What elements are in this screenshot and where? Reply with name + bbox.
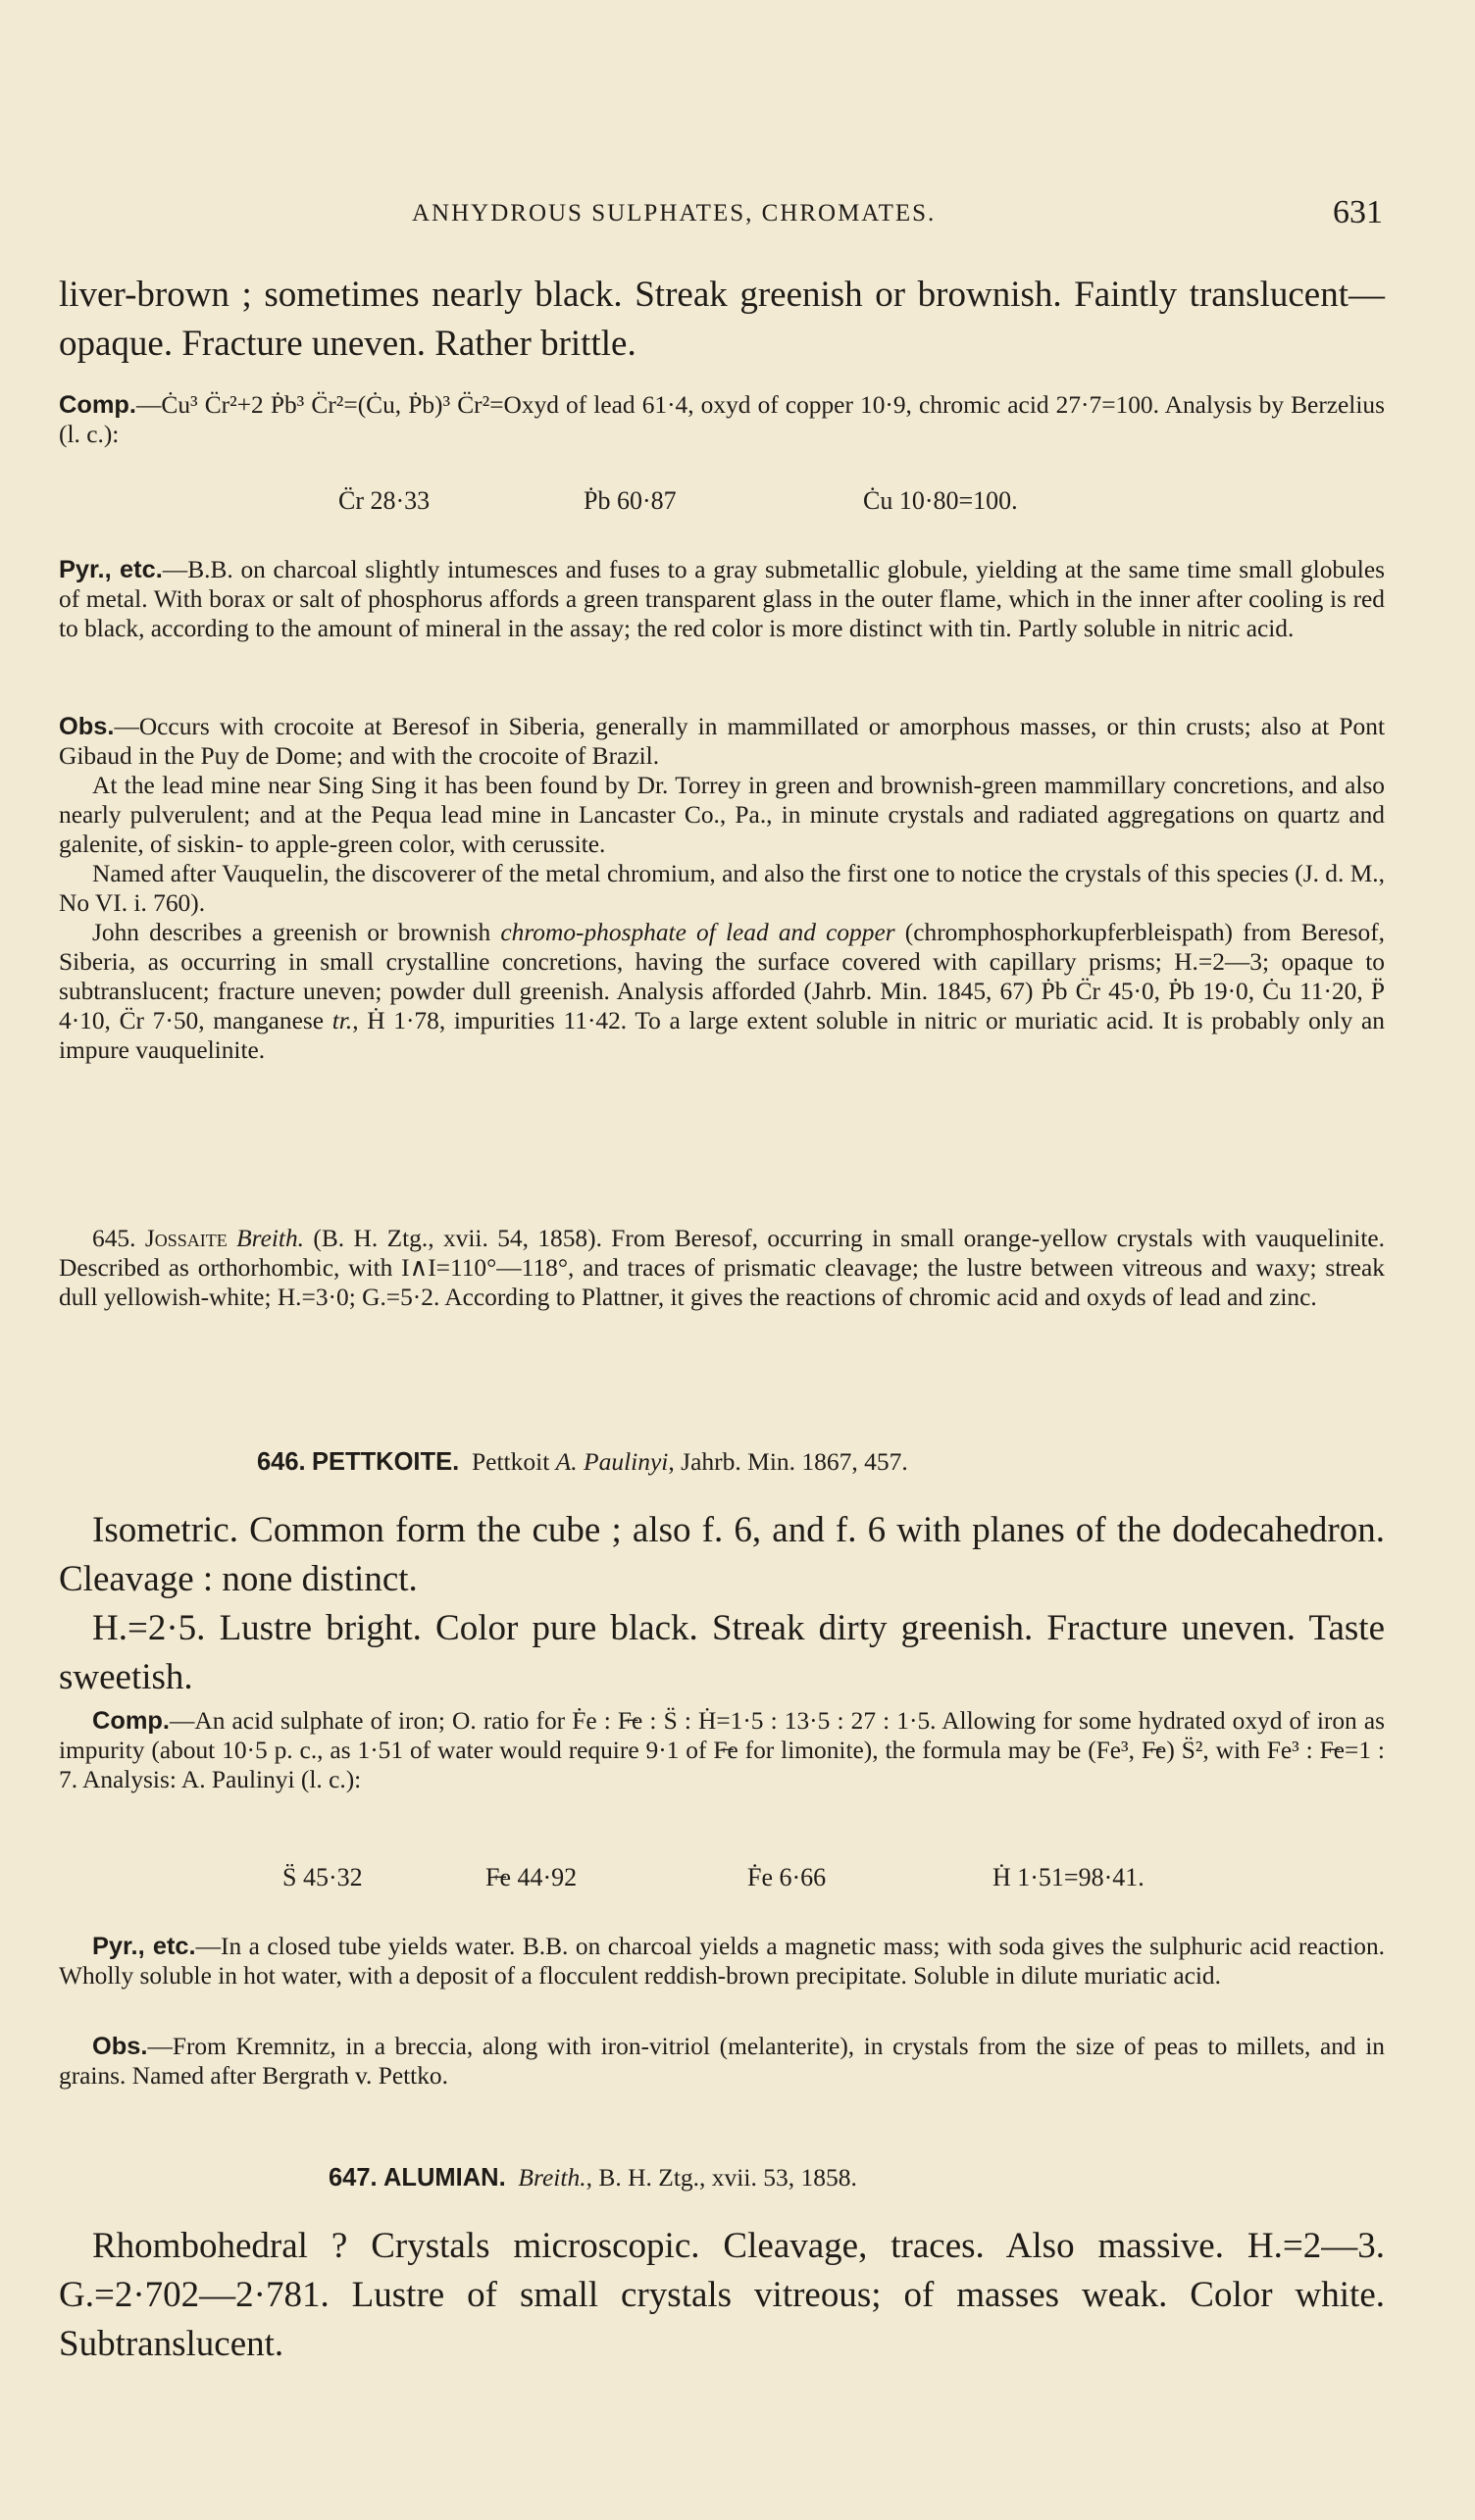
pyr-label: Pyr., etc. xyxy=(59,556,163,583)
vauquelinite-composition xyxy=(59,390,1385,449)
comp-text: —Ċu³ C̈r²+2 Ṗb³ C̈r²=(Ċu, Ṗb)³ C̈r²=Oxyd of lead 61·4, oxyd of copper 10·9, chromic acid 27·7=100. Analysis by Berzelius (l. c.): xyxy=(59,391,1385,448)
pettkoite-composition xyxy=(59,1706,1385,1794)
analysis-value: Ṗb 60·87 xyxy=(584,486,677,515)
comp-label: Comp. xyxy=(92,1707,170,1735)
entry-name: Jossaite xyxy=(144,1225,228,1252)
obs-paragraph xyxy=(59,712,1385,771)
heading-name: ALUMIAN. xyxy=(383,2164,506,2192)
heading-author: Breith. xyxy=(518,2163,586,2192)
analysis-value: Ḟe 6·66 xyxy=(747,1863,827,1891)
obs-italic-term: chromo-phosphate of lead and copper xyxy=(500,919,895,946)
obs-paragraph: Named after Vauquelin, the discoverer of the metal chromium, and also the first one to notice the crystals of this species (J. d. M., No VI. i. 760). xyxy=(59,860,1385,917)
comp-label: Comp. xyxy=(59,391,136,419)
vauquelinite-observations xyxy=(59,712,1385,1065)
pettkoite-observations xyxy=(59,2032,1385,2091)
obs-italic-term: tr. xyxy=(331,1007,353,1034)
obs-text: —From Kremnitz, in a breccia, along with iron-vitriol (melanterite), in crystals from the size of peas to millets, and in grains. Named after Bergrath v. Pettko. xyxy=(59,2033,1385,2090)
alumian-heading xyxy=(329,2163,857,2192)
desc-paragraph: H.=2·5. Lustre bright. Color pure black. Streak dirty greenish. Fracture uneven. Taste sweetish. xyxy=(59,1608,1385,1697)
alumian-description: Rhombohedral ? Crystals microscopic. Cleavage, traces. Also massive. H.=2—3. G.=2·702—2·781. Lustre of small crystals vitreous; of masses weak. Color white. Subtranslucent. xyxy=(59,2226,1385,2364)
vauquelinite-pyrognostics xyxy=(59,555,1385,643)
running-head xyxy=(412,194,1383,233)
pyr-label: Pyr., etc. xyxy=(92,1933,196,1960)
entry-number: 645. xyxy=(92,1225,136,1252)
pettkoite-description xyxy=(59,1506,1385,1702)
page-number: 631 xyxy=(1333,194,1383,230)
heading-ref: Pettkoit xyxy=(471,1447,556,1476)
analysis-value: S̈ 45·32 xyxy=(282,1863,363,1891)
pyr-text: —In a closed tube yields water. B.B. on charcoal yields a magnetic mass; with soda gives the sulphuric acid reaction. Wholly soluble in hot water, with a deposit of a flocculent reddish-brown precipitate. Soluble in dilute muriatic acid. xyxy=(59,1933,1386,1990)
intro-paragraph: liver-brown ; sometimes nearly black. Streak greenish or brownish. Faintly translucent—opaque. Fracture uneven. Rather brittle. xyxy=(59,275,1385,364)
entry-text: (B. H. Ztg., xvii. 54, 1858). From Beresof, occurring in small orange-yellow crystals with vauquelinite. Described as orthorhombic, with I∧I=110°—118°, and traces of prismatic cleavage; the lustre between vitreous and waxy; streak dull yellowish-white; H.=3·0; G.=5·2. According to Plattner, it gives the reactions of chromic acid and oxyds of lead and zinc. xyxy=(59,1225,1386,1311)
obs-label: Obs. xyxy=(59,713,115,740)
desc-paragraph: Isometric. Common form the cube ; also f. 6, and f. 6 with planes of the dodecahedron. Cleavage : none distinct. xyxy=(59,1510,1385,1599)
analysis-value: Ċu 10·80=100. xyxy=(863,486,1018,515)
heading-name: PETTKOITE. xyxy=(312,1448,460,1476)
obs-text: (chromphosphorkupferbleispath) from Beresof, Siberia, as occurring in small crystalline concretions, having the surface covered with capillary prisms; H.=2—3; opaque to subtranslucent; fracture uneven; powder dull greenish. Analysis afforded (Jahrb. Min. 1845, 67) Ṗb C̈r 45·0, Ṗb 19·0, Ċu 11·20, P̈ 4·10, C̈r 7·50, manganese xyxy=(59,919,1385,1034)
obs-paragraph: At the lead mine near Sing Sing it has been found by Dr. Torrey in green and brownish-green mammillary concretions, and also nearly pulverulent; and at the Pequa lead mine in Lancaster Co., Pa., in minute crystals and radiated aggregations on quartz and galenite, of siskin- to apple-green color, with cerussite. xyxy=(59,772,1385,858)
obs-paragraph xyxy=(59,918,1385,1065)
running-head-title: ANHYDROUS SULPHATES, CHROMATES. xyxy=(412,200,937,227)
analysis-value: F̶e 44·92 xyxy=(485,1863,578,1891)
heading-number: 647. xyxy=(329,2164,378,2192)
obs-text: John describes a greenish or brownish xyxy=(92,919,501,946)
pettkoite-pyrognostics xyxy=(59,1932,1385,1991)
obs-text: , Ḣ 1·78, impurities 11·42. To a large extent soluble in nitric or muriatic acid. It is probably only an impure vauquelinite. xyxy=(59,1007,1385,1064)
heading-ref: , B. H. Ztg., xvii. 53, 1858. xyxy=(585,2163,857,2192)
comp-text: —An acid sulphate of iron; O. ratio for Ḟe : F̶e : S̈ : Ḣ=1·5 : 13·5 : 27 : 1·5. Allowing for some hydrated oxyd of iron as impurity (about 10·5 p. c., as 1·51 of water would require 9·1 of F̶e for limonite), the formula may be (Fe³, F̶e) S̈², with Fe³ : F̶e=1 : 7. Analysis: A. Paulinyi (l. c.): xyxy=(59,1707,1385,1793)
obs-text: —Occurs with crocoite at Beresof in Siberia, generally in mammillated or amorphous masses, or thin crusts; also at Pont Gibaud in the Puy de Dome; and with the crocoite of Brazil. xyxy=(59,713,1385,770)
pettkoite-heading xyxy=(257,1447,908,1477)
heading-number: 646. xyxy=(257,1448,306,1476)
analysis-value: C̈r 28·33 xyxy=(338,486,431,515)
heading-ref: , Jahrb. Min. 1867, 457. xyxy=(668,1447,908,1476)
pyr-text: —B.B. on charcoal slightly intumesces and fuses to a gray submetallic globule, yielding at the same time small globules of metal. With borax or salt of phosphorus affords a green transparent glass in the outer flame, which in the inner after cooling is red to black, according to the amount of mineral in the assay; the red color is more distinct with tin. Partly soluble in nitric acid. xyxy=(59,556,1385,642)
entry-author: Breith. xyxy=(236,1225,305,1252)
analysis-value: Ḣ 1·51=98·41. xyxy=(992,1863,1144,1891)
jossaite-entry xyxy=(59,1224,1385,1312)
obs-label: Obs. xyxy=(92,2033,148,2060)
heading-author: A. Paulinyi xyxy=(555,1447,669,1476)
